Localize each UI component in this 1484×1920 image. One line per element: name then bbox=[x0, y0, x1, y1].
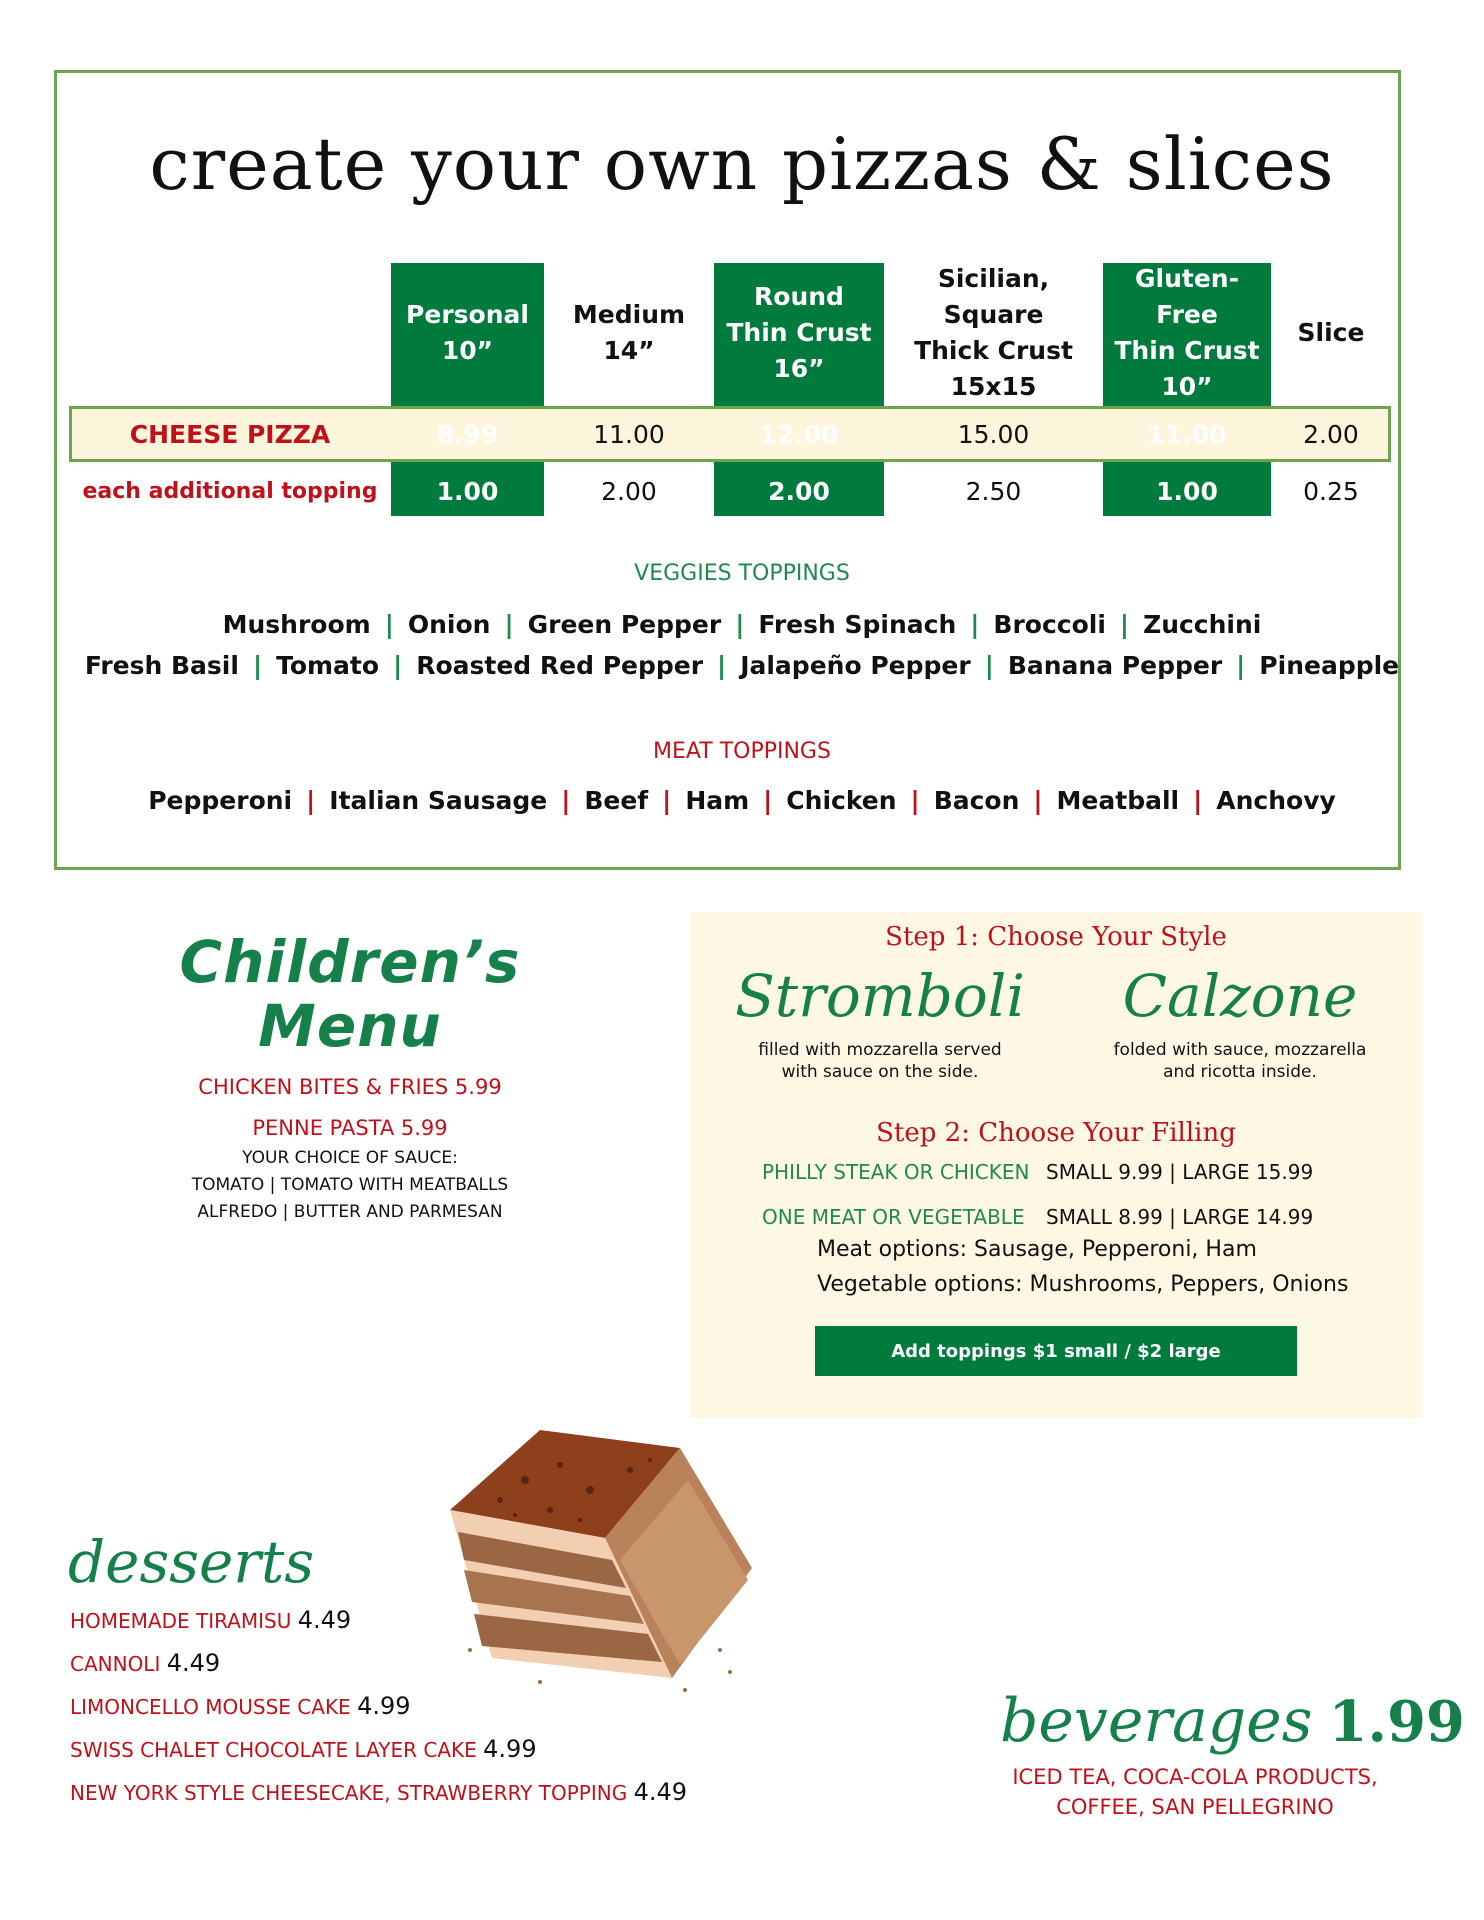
topping-item: Jalapeño Pepper bbox=[740, 651, 971, 680]
stromboli-title: Stromboli bbox=[735, 962, 1025, 1030]
kids-sauce-heading: YOUR CHOICE OF SAUCE: bbox=[242, 1148, 458, 1168]
cheese-price-personal: 8.99 bbox=[436, 419, 499, 449]
veggies-line-2 bbox=[0, 651, 1484, 680]
beverages-label: beverages bbox=[1000, 1686, 1313, 1756]
topping-separator: | bbox=[306, 786, 316, 815]
header-gluten-free: Gluten- Free Thin Crust 10” bbox=[1114, 264, 1260, 401]
cheese-price-round-thin: 12.00 bbox=[759, 419, 839, 449]
meat-options: Meat options: Sausage, Pepperoni, Ham bbox=[817, 1237, 1257, 1262]
topping-separator: | bbox=[763, 786, 773, 815]
dessert-price: 4.49 bbox=[297, 1606, 352, 1634]
dessert-item bbox=[70, 1606, 351, 1634]
calzone-title: Calzone bbox=[1122, 962, 1358, 1030]
cheese-price-slice: 2.00 bbox=[1303, 419, 1359, 449]
topping-price-personal: 1.00 bbox=[436, 476, 499, 506]
filling-one-meat-name: ONE MEAT OR VEGETABLE bbox=[762, 1205, 1025, 1229]
beverages-line-1: ICED TEA, COCA-COLA PRODUCTS, bbox=[1012, 1765, 1378, 1789]
header-medium: Medium 14” bbox=[572, 300, 686, 365]
topping-separator: | bbox=[1236, 651, 1246, 680]
topping-separator: | bbox=[252, 651, 263, 680]
topping-item: Anchovy bbox=[1216, 786, 1336, 815]
topping-item: Beef bbox=[584, 786, 649, 815]
topping-price-slice: 0.25 bbox=[1303, 476, 1359, 506]
topping-item: Italian Sausage bbox=[329, 786, 548, 815]
topping-item: Banana Pepper bbox=[1007, 651, 1223, 680]
beverages-price: 1.99 bbox=[1328, 1689, 1465, 1755]
kids-item-penne-pasta: PENNE PASTA 5.99 bbox=[252, 1116, 448, 1140]
topping-separator: | bbox=[970, 610, 980, 639]
topping-item: Tomato bbox=[276, 651, 380, 680]
topping-separator: | bbox=[1033, 786, 1043, 815]
topping-price-sicilian: 2.50 bbox=[965, 476, 1022, 506]
dessert-item bbox=[70, 1735, 537, 1763]
topping-separator: | bbox=[662, 786, 672, 815]
dessert-item bbox=[70, 1649, 220, 1677]
meat-line bbox=[0, 786, 1484, 815]
dessert-price: 4.49 bbox=[633, 1778, 687, 1806]
desserts-title: desserts bbox=[68, 1528, 315, 1596]
topping-item: Broccoli bbox=[993, 610, 1106, 639]
additional-topping-label: each additional topping bbox=[82, 478, 378, 504]
pizza-title: create your own pizzas & slices bbox=[149, 122, 1335, 206]
dessert-name: CANNOLI bbox=[70, 1652, 161, 1676]
topping-separator: | bbox=[561, 786, 571, 815]
dessert-item bbox=[70, 1692, 411, 1720]
dessert-name: LIMONCELLO MOUSSE CAKE bbox=[70, 1695, 351, 1719]
topping-separator: | bbox=[1119, 610, 1130, 639]
calzone-desc-1: folded with sauce, mozzarella bbox=[1113, 1040, 1367, 1060]
topping-separator: | bbox=[384, 610, 394, 639]
topping-price-round-thin: 2.00 bbox=[768, 476, 830, 506]
stromboli-desc-2: with sauce on the side. bbox=[781, 1062, 979, 1082]
dessert-name: NEW YORK STYLE CHEESECAKE, STRAWBERRY TOPPING bbox=[70, 1781, 628, 1805]
cheese-price-sicilian: 15.00 bbox=[957, 419, 1030, 449]
beverages-line-2: COFFEE, SAN PELLEGRINO bbox=[1056, 1795, 1334, 1819]
vegetable-options: Vegetable options: Mushrooms, Peppers, Onions bbox=[817, 1272, 1349, 1297]
topping-item: Ham bbox=[685, 786, 750, 815]
beverages-title bbox=[1000, 1686, 1465, 1756]
cheese-pizza-label: CHEESE PIZZA bbox=[129, 419, 331, 449]
topping-item: Onion bbox=[407, 610, 491, 639]
filling-philly-name: PHILLY STEAK OR CHICKEN bbox=[762, 1160, 1030, 1184]
filling-philly-price: SMALL 9.99 | LARGE 15.99 bbox=[1046, 1160, 1314, 1184]
dessert-name: SWISS CHALET CHOCOLATE LAYER CAKE bbox=[70, 1738, 477, 1762]
stromboli-desc-1: filled with mozzarella served bbox=[758, 1040, 1002, 1060]
topping-price-gluten-free: 1.00 bbox=[1156, 476, 1218, 506]
dessert-name: HOMEMADE TIRAMISU bbox=[70, 1609, 292, 1633]
topping-item: Green Pepper bbox=[527, 610, 722, 639]
childrens-menu-title: Children’s Menu bbox=[179, 928, 521, 1060]
topping-item: Meatball bbox=[1056, 786, 1180, 815]
tiramisu-illustration bbox=[430, 1410, 760, 1700]
kids-sauce-line-2: ALFREDO | BUTTER AND PARMESAN bbox=[197, 1202, 503, 1222]
header-sicilian: Sicilian, Square Thick Crust 15x15 bbox=[914, 264, 1073, 401]
topping-item: Zucchini bbox=[1143, 610, 1262, 639]
topping-item: Fresh Basil bbox=[84, 651, 239, 680]
calzone-desc-2: and ricotta inside. bbox=[1163, 1062, 1317, 1082]
header-slice: Slice bbox=[1297, 318, 1365, 347]
topping-separator: | bbox=[393, 651, 403, 680]
topping-item: Pineapple bbox=[1259, 651, 1400, 680]
topping-separator: | bbox=[984, 651, 994, 680]
topping-separator: | bbox=[1193, 786, 1203, 815]
topping-item: Pepperoni bbox=[148, 786, 293, 815]
add-toppings-banner: Add toppings $1 small / $2 large bbox=[815, 1326, 1297, 1376]
topping-separator: | bbox=[910, 786, 920, 815]
topping-item: Chicken bbox=[786, 786, 897, 815]
topping-item: Bacon bbox=[933, 786, 1020, 815]
topping-separator: | bbox=[717, 651, 727, 680]
dessert-price: 4.99 bbox=[357, 1692, 411, 1720]
veggies-line-1 bbox=[0, 610, 1484, 639]
step-2-heading: Step 2: Choose Your Filling bbox=[876, 1118, 1236, 1148]
dessert-item bbox=[70, 1778, 687, 1806]
dessert-price: 4.49 bbox=[166, 1649, 221, 1677]
topping-separator: | bbox=[504, 610, 514, 639]
kids-sauce-line-1: TOMATO | TOMATO WITH MEATBALLS bbox=[191, 1175, 509, 1195]
meat-heading: MEAT TOPPINGS bbox=[653, 739, 831, 764]
filling-one-meat-price: SMALL 8.99 | LARGE 14.99 bbox=[1046, 1205, 1314, 1229]
topping-item: Roasted Red Pepper bbox=[416, 651, 704, 680]
topping-item: Mushroom bbox=[222, 610, 371, 639]
topping-item: Fresh Spinach bbox=[758, 610, 957, 639]
step-1-heading: Step 1: Choose Your Style bbox=[885, 922, 1227, 952]
kids-item-chicken-bites: CHICKEN BITES & FRIES 5.99 bbox=[198, 1075, 502, 1099]
dessert-price: 4.99 bbox=[483, 1735, 537, 1763]
topping-price-medium: 2.00 bbox=[601, 476, 657, 506]
topping-separator: | bbox=[735, 610, 745, 639]
veggies-heading: VEGGIES TOPPINGS bbox=[634, 561, 850, 586]
header-personal: Personal 10” bbox=[406, 300, 529, 365]
header-round-thin: Round Thin Crust 16” bbox=[726, 282, 872, 383]
cheese-price-gluten-free: 11.00 bbox=[1147, 419, 1227, 449]
cheese-price-medium: 11.00 bbox=[593, 419, 665, 449]
